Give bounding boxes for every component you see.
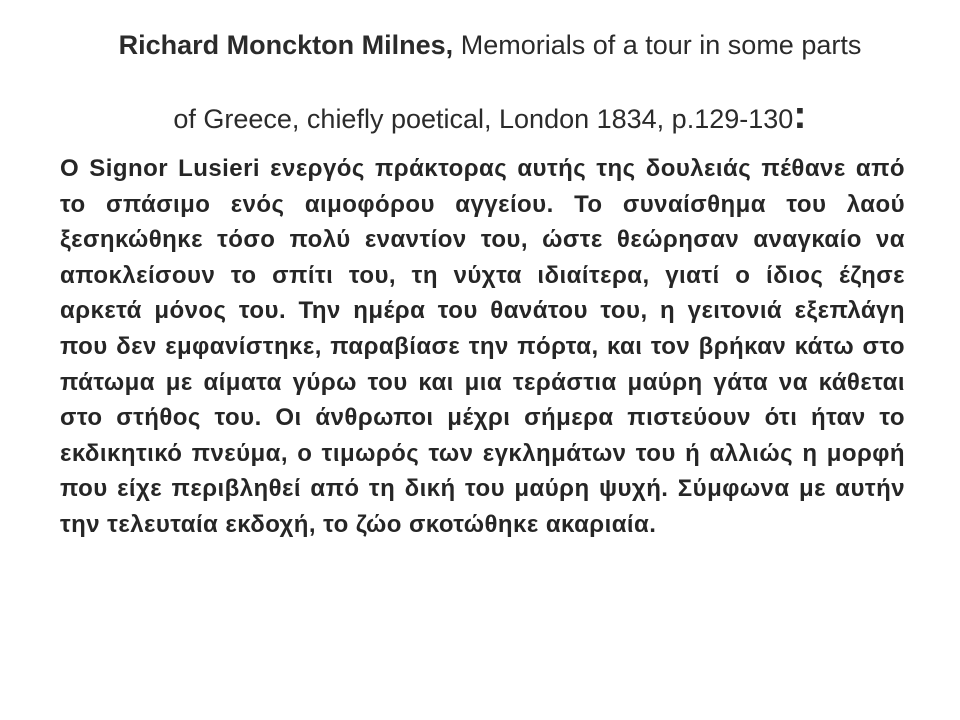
title-work-part-1: Memorials of a tour in some parts	[460, 30, 862, 60]
body-paragraph: Ο Signor Lusieri ενεργός πράκτορας αυτής της δουλειάς πέθανε από το σπάσιμο ενός αιμοφόρου αγγείου. Το συναίσθημα του λαού ξεσηκώθηκε τόσο πολύ εναντίον του, ώστε θεώρησαν αναγκαίο να αποκλείσουν το σπίτι του, τη νύχτα ιδιαίτερα, γιατί ο ίδιος έζησε αρκετά μόνος του. Την ημέρα του θανάτου του, η γειτονιά εξεπλάγη που δεν εμφανίστηκε, παραβίασε την πόρτα, και τον βρήκαν κάτω στο πάτωμα με αίματα γύρω του και μια τεράστια μαύρη γάτα να κάθεται στο στήθος του. Οι άνθρωποι μέχρι σήμερα πιστεύουν ότι ήταν το εκδικητικό πνεύμα, ο τιμωρός των εγκλημάτων του ή αλλιώς η μορφή που είχε περιβληθεί από τη δική του μαύρη ψυχή. Σύμφωνα με αυτήν την τελευταία εκδοχή, το ζώο σκοτώθηκε ακαριαία.	[60, 155, 905, 538]
title-line-1	[60, 8, 920, 82]
title-colon: :	[793, 93, 807, 137]
title-line-2	[60, 82, 920, 156]
title-work-part-2: of Greece, chiefly poetical, London 1834, p.129-130	[173, 104, 794, 134]
title-author: Richard Monckton Milnes,	[118, 30, 454, 60]
slide-title	[60, 8, 920, 156]
